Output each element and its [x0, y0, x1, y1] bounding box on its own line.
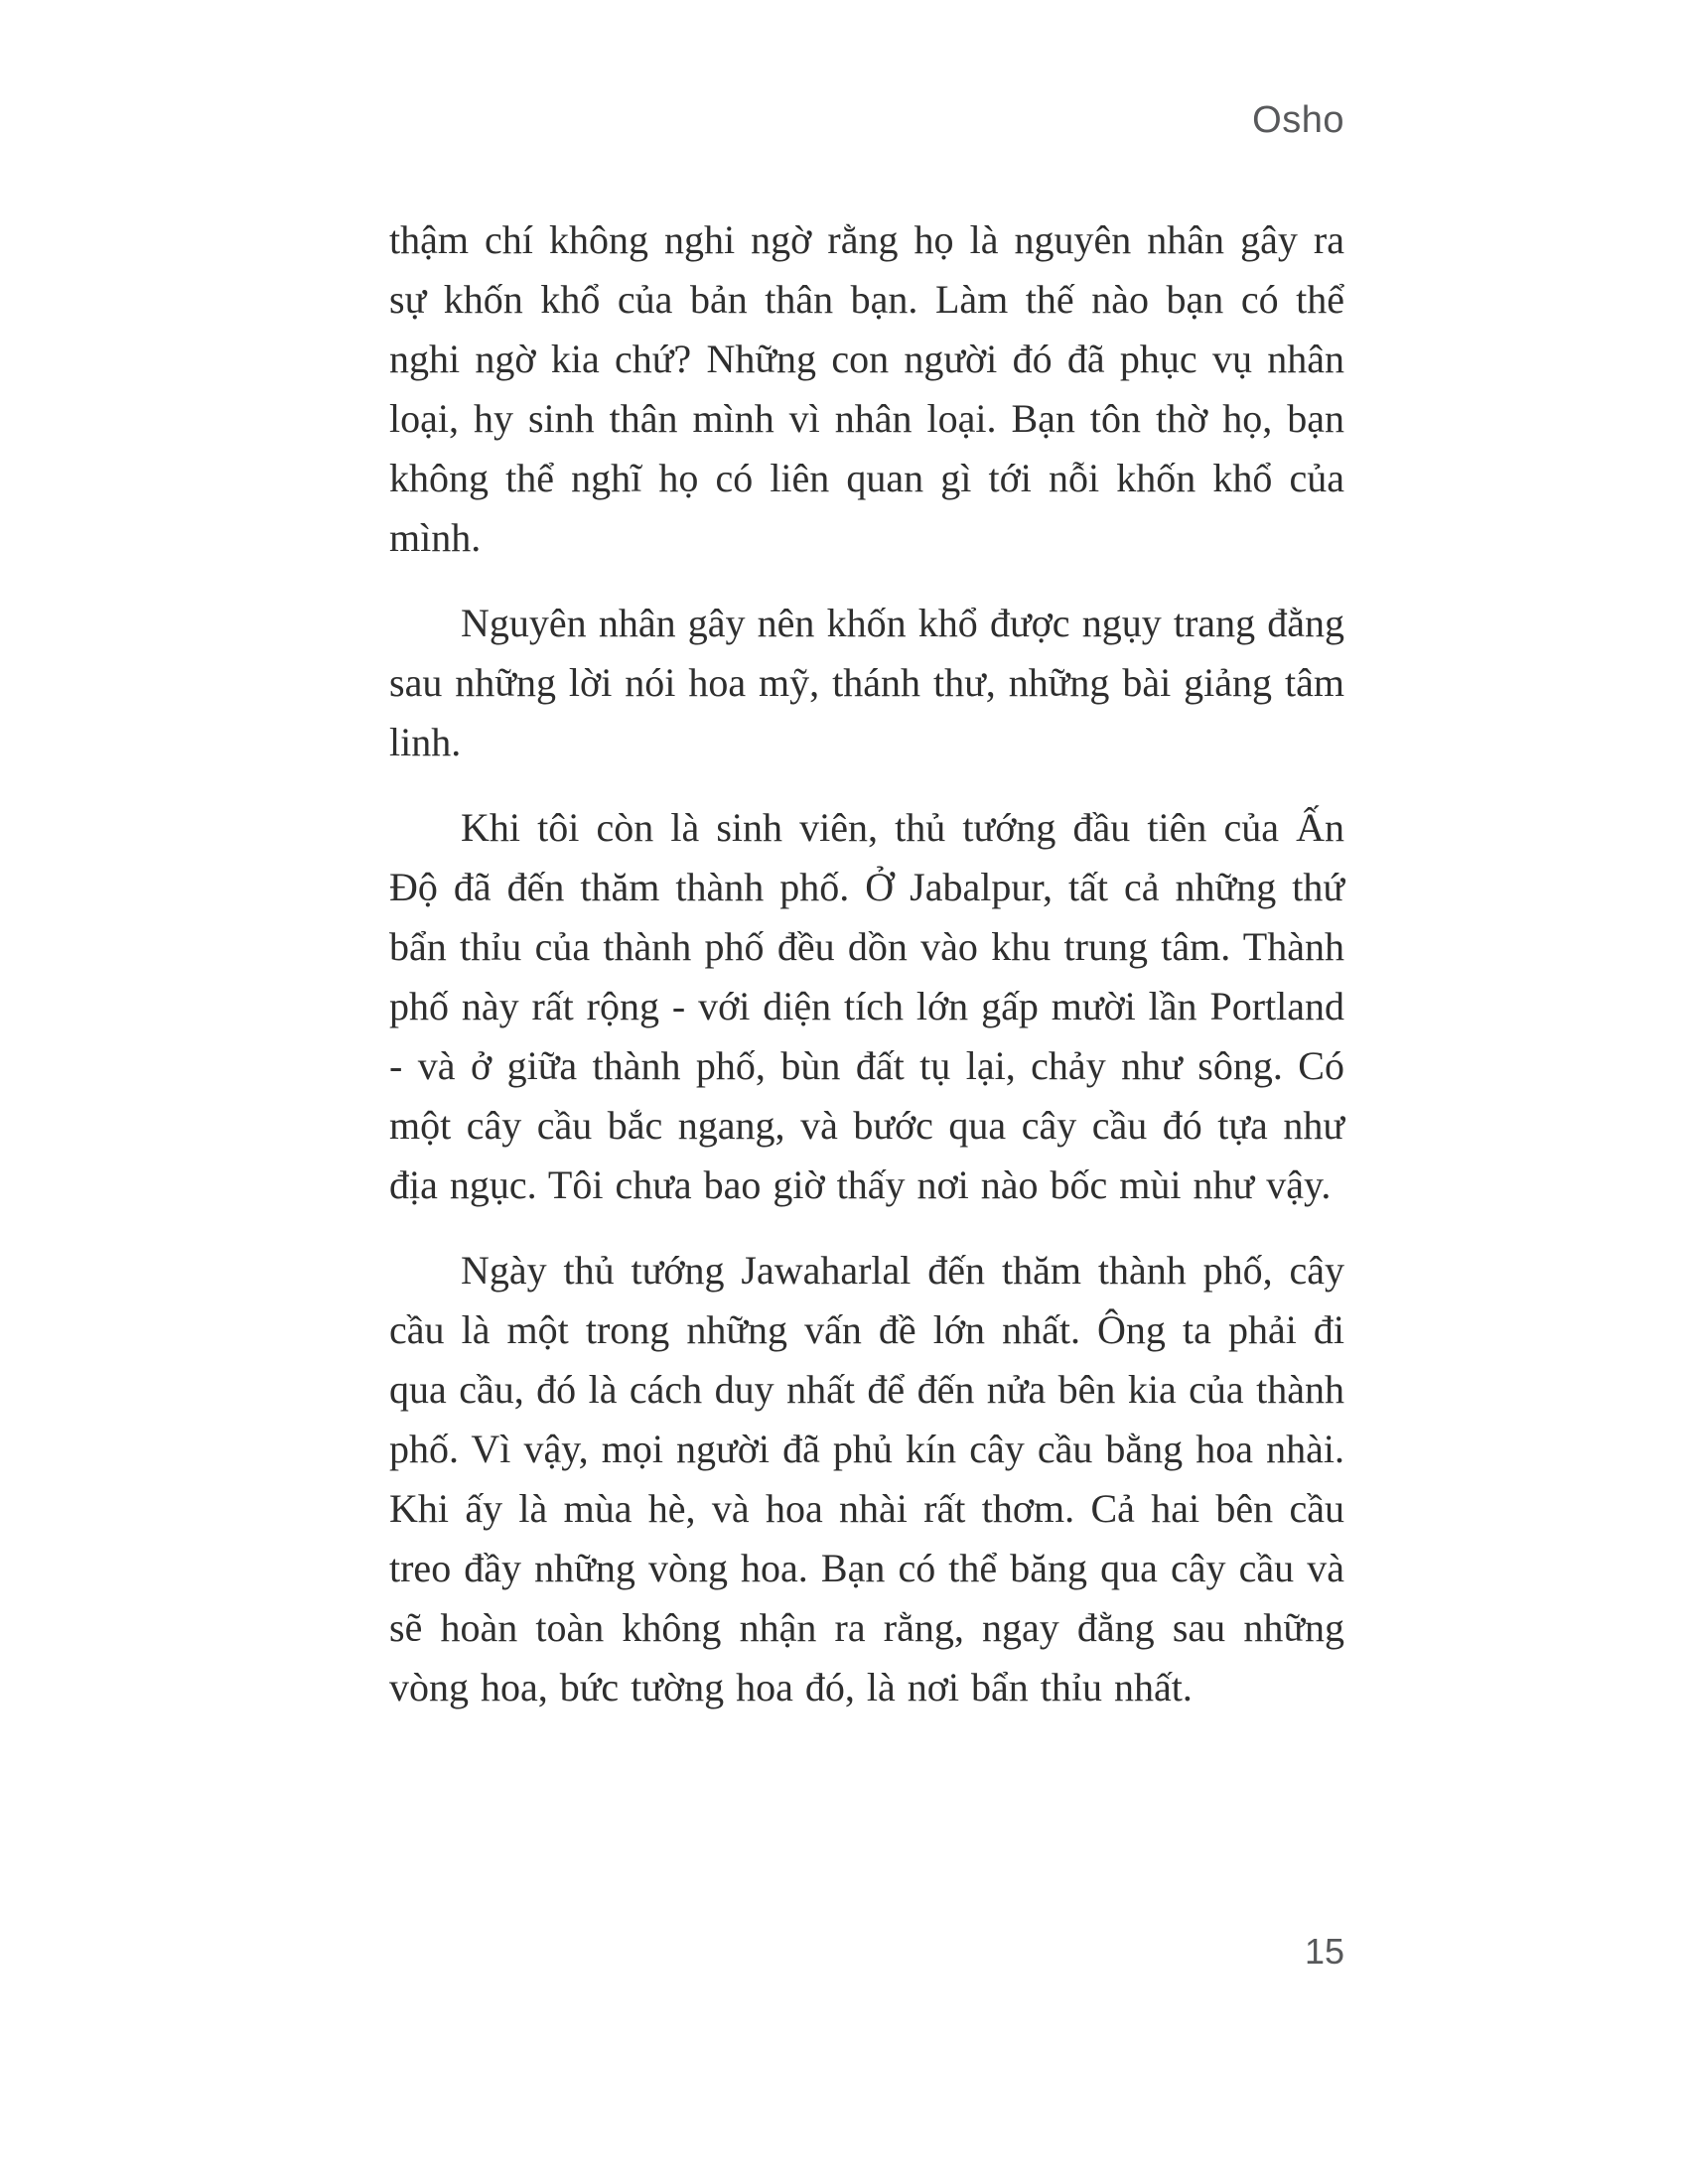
- page-footer: [389, 1931, 1344, 1973]
- paragraph: Ngày thủ tướng Jawaharlal đến thăm thành phố, cây cầu là một trong những vấn đề lớn nhất. Ông ta phải đi qua cầu, đó là cách duy nhất để đến nửa bên kia của thành phố. Vì vậy, mọi người đã phủ kín cây cầu bằng hoa nhài. Khi ấy là mùa hè, và hoa nhài rất thơm. Cả hai bên cầu treo đầy những vòng hoa. Bạn có thể băng qua cây cầu và sẽ hoàn toàn không nhận ra rằng, ngay đằng sau những vòng hoa, bức tường hoa đó, là nơi bẩn thỉu nhất.: [389, 1248, 1344, 1709]
- paragraph: thậm chí không nghi ngờ rằng họ là nguyên nhân gây ra sự khốn khổ của bản thân bạn. Làm thế nào bạn có thể nghi ngờ kia chứ? Những con người đó đã phục vụ nhân loại, hy sinh thân mình vì nhân loại. Bạn tôn thờ họ, bạn không thể nghĩ họ có liên quan gì tới nỗi khốn khổ của mình.: [389, 217, 1344, 560]
- page-number: 15: [1304, 1931, 1344, 1972]
- page-content: [389, 210, 1344, 1743]
- paragraph: Khi tôi còn là sinh viên, thủ tướng đầu tiên của Ấn Độ đã đến thăm thành phố. Ở Jabalpur, tất cả những thứ bẩn thỉu của thành phố đều dồn vào khu trung tâm. Thành phố này rất rộng - với diện tích lớn gấp mười lần Portland - và ở giữa thành phố, bùn đất tụ lại, chảy như sông. Có một cây cầu bắc ngang, và bước qua cây cầu đó tựa như địa ngục. Tôi chưa bao giờ thấy nơi nào bốc mùi như vậy.: [389, 805, 1344, 1207]
- paragraph: Nguyên nhân gây nên khốn khổ được ngụy trang đằng sau những lời nói hoa mỹ, thánh thư, những bài giảng tâm linh.: [389, 601, 1344, 764]
- header-author-name: Osho: [1252, 99, 1344, 141]
- running-header: [389, 99, 1344, 142]
